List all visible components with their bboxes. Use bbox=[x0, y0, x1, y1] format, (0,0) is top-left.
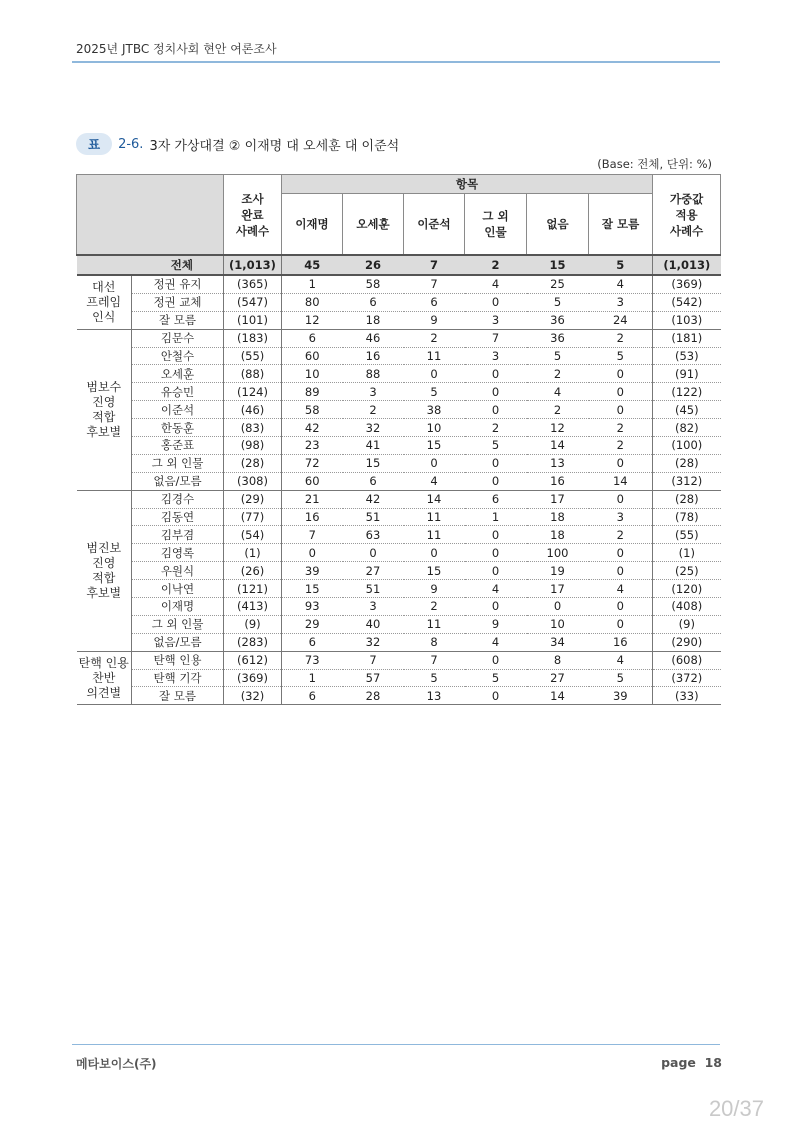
base-note: (Base: 전체, 단위: %) bbox=[597, 157, 712, 171]
table-row bbox=[77, 275, 721, 293]
table-row bbox=[77, 472, 721, 490]
row-label: 없음/모름 bbox=[132, 472, 224, 490]
row-weighted: (290) bbox=[653, 633, 721, 651]
row-value: 73 bbox=[282, 651, 343, 669]
row-value: 58 bbox=[343, 275, 404, 293]
row-value: 2 bbox=[589, 419, 653, 437]
footer-company: 메타보이스(주) bbox=[76, 1057, 157, 1071]
table-row bbox=[77, 365, 721, 383]
total-cases: (1,013) bbox=[224, 255, 282, 275]
row-value: 2 bbox=[343, 401, 404, 419]
total-value: 7 bbox=[404, 255, 465, 275]
table-title: 3자 가상대결 ② 이재명 대 오세훈 대 이준석 bbox=[149, 138, 400, 154]
row-label: 없음/모름 bbox=[132, 633, 224, 651]
row-weighted: (9) bbox=[653, 615, 721, 633]
row-value: 0 bbox=[527, 598, 589, 616]
row-value: 16 bbox=[589, 633, 653, 651]
row-value: 0 bbox=[465, 365, 527, 383]
row-value: 14 bbox=[404, 490, 465, 508]
row-value: 14 bbox=[527, 437, 589, 455]
row-value: 40 bbox=[343, 615, 404, 633]
row-value: 0 bbox=[589, 365, 653, 383]
row-value: 51 bbox=[343, 508, 404, 526]
total-value: 5 bbox=[589, 255, 653, 275]
row-value: 32 bbox=[343, 419, 404, 437]
header-col-none: 없음 bbox=[527, 194, 589, 256]
table-row bbox=[77, 508, 721, 526]
row-weighted: (369) bbox=[653, 275, 721, 293]
row-value: 2 bbox=[527, 365, 589, 383]
row-value: 9 bbox=[465, 615, 527, 633]
table-row bbox=[77, 687, 721, 705]
row-value: 3 bbox=[589, 508, 653, 526]
document-header-title: 2025년 JTBC 정치사회 현안 여론조사 bbox=[76, 42, 277, 56]
header-col-others: 그 외 인물 bbox=[465, 194, 527, 256]
header-items-group: 항목 bbox=[282, 175, 653, 194]
row-value: 5 bbox=[465, 669, 527, 687]
row-value: 25 bbox=[527, 275, 589, 293]
table-tag: 표 bbox=[76, 133, 112, 155]
table-row bbox=[77, 401, 721, 419]
row-value: 13 bbox=[404, 687, 465, 705]
row-cases: (124) bbox=[224, 383, 282, 401]
row-value: 0 bbox=[465, 687, 527, 705]
row-value: 10 bbox=[404, 419, 465, 437]
row-value: 4 bbox=[527, 383, 589, 401]
row-value: 5 bbox=[404, 669, 465, 687]
row-value: 5 bbox=[527, 347, 589, 365]
row-cases: (612) bbox=[224, 651, 282, 669]
row-label: 오세훈 bbox=[132, 365, 224, 383]
row-cases: (55) bbox=[224, 347, 282, 365]
row-value: 0 bbox=[465, 454, 527, 472]
row-value: 29 bbox=[282, 615, 343, 633]
row-value: 46 bbox=[343, 329, 404, 347]
total-value: 2 bbox=[465, 255, 527, 275]
row-value: 11 bbox=[404, 347, 465, 365]
row-value: 1 bbox=[282, 669, 343, 687]
table-row bbox=[77, 562, 721, 580]
row-value: 60 bbox=[282, 347, 343, 365]
row-value: 32 bbox=[343, 633, 404, 651]
row-value: 11 bbox=[404, 526, 465, 544]
table-row bbox=[77, 598, 721, 616]
header-col-dont-know: 잘 모름 bbox=[589, 194, 653, 256]
row-cases: (547) bbox=[224, 293, 282, 311]
row-value: 89 bbox=[282, 383, 343, 401]
row-value: 18 bbox=[527, 508, 589, 526]
row-value: 36 bbox=[527, 311, 589, 329]
row-value: 3 bbox=[343, 383, 404, 401]
row-value: 28 bbox=[343, 687, 404, 705]
row-value: 7 bbox=[343, 651, 404, 669]
table-row bbox=[77, 311, 721, 329]
row-value: 1 bbox=[282, 275, 343, 293]
table-row bbox=[77, 633, 721, 651]
row-value: 2 bbox=[589, 329, 653, 347]
row-value: 0 bbox=[589, 401, 653, 419]
row-cases: (54) bbox=[224, 526, 282, 544]
row-value: 7 bbox=[282, 526, 343, 544]
group-label: 대선 프레임 인식 bbox=[77, 275, 132, 329]
row-weighted: (181) bbox=[653, 329, 721, 347]
row-cases: (26) bbox=[224, 562, 282, 580]
row-value: 12 bbox=[527, 419, 589, 437]
row-label: 그 외 인물 bbox=[132, 454, 224, 472]
row-cases: (369) bbox=[224, 669, 282, 687]
row-value: 5 bbox=[527, 293, 589, 311]
row-value: 6 bbox=[282, 329, 343, 347]
row-value: 51 bbox=[343, 580, 404, 598]
row-value: 93 bbox=[282, 598, 343, 616]
header-cases: 조사 완료 사례수 bbox=[224, 175, 282, 256]
row-cases: (183) bbox=[224, 329, 282, 347]
row-cases: (365) bbox=[224, 275, 282, 293]
row-value: 4 bbox=[589, 580, 653, 598]
row-label: 탄핵 인용 bbox=[132, 651, 224, 669]
row-value: 18 bbox=[527, 526, 589, 544]
table-caption bbox=[76, 133, 399, 155]
row-weighted: (91) bbox=[653, 365, 721, 383]
row-value: 6 bbox=[404, 293, 465, 311]
header-col-lee-junseok: 이준석 bbox=[404, 194, 465, 256]
row-value: 17 bbox=[527, 580, 589, 598]
row-value: 58 bbox=[282, 401, 343, 419]
row-value: 2 bbox=[527, 401, 589, 419]
row-value: 39 bbox=[282, 562, 343, 580]
total-value: 45 bbox=[282, 255, 343, 275]
table-row bbox=[77, 454, 721, 472]
row-value: 6 bbox=[282, 687, 343, 705]
row-value: 5 bbox=[465, 437, 527, 455]
table-row bbox=[77, 437, 721, 455]
row-label: 이재명 bbox=[132, 598, 224, 616]
row-value: 80 bbox=[282, 293, 343, 311]
group-label: 탄핵 인용 찬반 의견별 bbox=[77, 651, 132, 705]
row-value: 2 bbox=[589, 526, 653, 544]
row-value: 0 bbox=[589, 544, 653, 562]
row-cases: (46) bbox=[224, 401, 282, 419]
row-label: 잘 모름 bbox=[132, 687, 224, 705]
row-value: 21 bbox=[282, 490, 343, 508]
row-cases: (88) bbox=[224, 365, 282, 383]
table-row bbox=[77, 329, 721, 347]
table-row bbox=[77, 490, 721, 508]
group-label: 범보수 진영 적합 후보별 bbox=[77, 329, 132, 490]
row-value: 0 bbox=[465, 401, 527, 419]
row-value: 4 bbox=[589, 651, 653, 669]
table-row bbox=[77, 544, 721, 562]
row-label: 김경수 bbox=[132, 490, 224, 508]
row-cases: (9) bbox=[224, 615, 282, 633]
row-label: 홍준표 bbox=[132, 437, 224, 455]
table-row bbox=[77, 383, 721, 401]
row-value: 2 bbox=[465, 419, 527, 437]
footer-page-label: page 18 bbox=[661, 1055, 722, 1070]
row-value: 27 bbox=[527, 669, 589, 687]
row-value: 41 bbox=[343, 437, 404, 455]
row-value: 24 bbox=[589, 311, 653, 329]
row-cases: (413) bbox=[224, 598, 282, 616]
row-weighted: (55) bbox=[653, 526, 721, 544]
table-row bbox=[77, 347, 721, 365]
row-value: 7 bbox=[404, 651, 465, 669]
row-value: 13 bbox=[527, 454, 589, 472]
row-cases: (1) bbox=[224, 544, 282, 562]
row-label: 안철수 bbox=[132, 347, 224, 365]
row-value: 0 bbox=[465, 472, 527, 490]
row-value: 0 bbox=[465, 293, 527, 311]
row-weighted: (1) bbox=[653, 544, 721, 562]
row-label: 우원식 bbox=[132, 562, 224, 580]
total-value: 15 bbox=[527, 255, 589, 275]
table-row bbox=[77, 615, 721, 633]
row-value: 42 bbox=[343, 490, 404, 508]
row-value: 1 bbox=[465, 508, 527, 526]
row-value: 9 bbox=[404, 580, 465, 598]
row-value: 16 bbox=[343, 347, 404, 365]
row-value: 72 bbox=[282, 454, 343, 472]
row-value: 4 bbox=[589, 275, 653, 293]
row-cases: (28) bbox=[224, 454, 282, 472]
header-col-oh-sehoon: 오세훈 bbox=[343, 194, 404, 256]
row-cases: (101) bbox=[224, 311, 282, 329]
row-value: 42 bbox=[282, 419, 343, 437]
row-value: 10 bbox=[282, 365, 343, 383]
row-value: 6 bbox=[465, 490, 527, 508]
row-value: 63 bbox=[343, 526, 404, 544]
page-counter: 20/37 bbox=[708, 1096, 764, 1121]
row-value: 16 bbox=[527, 472, 589, 490]
row-value: 12 bbox=[282, 311, 343, 329]
row-value: 0 bbox=[589, 615, 653, 633]
row-weighted: (78) bbox=[653, 508, 721, 526]
row-value: 34 bbox=[527, 633, 589, 651]
row-value: 4 bbox=[465, 633, 527, 651]
row-weighted: (312) bbox=[653, 472, 721, 490]
row-value: 3 bbox=[589, 293, 653, 311]
row-weighted: (45) bbox=[653, 401, 721, 419]
row-value: 15 bbox=[404, 562, 465, 580]
row-value: 23 bbox=[282, 437, 343, 455]
row-label: 이낙연 bbox=[132, 580, 224, 598]
row-cases: (308) bbox=[224, 472, 282, 490]
row-weighted: (28) bbox=[653, 454, 721, 472]
row-cases: (77) bbox=[224, 508, 282, 526]
row-value: 17 bbox=[527, 490, 589, 508]
row-weighted: (122) bbox=[653, 383, 721, 401]
row-weighted: (608) bbox=[653, 651, 721, 669]
row-value: 5 bbox=[589, 347, 653, 365]
row-value: 36 bbox=[527, 329, 589, 347]
row-label: 정권 교체 bbox=[132, 293, 224, 311]
table-row bbox=[77, 669, 721, 687]
row-value: 8 bbox=[527, 651, 589, 669]
row-value: 0 bbox=[465, 598, 527, 616]
row-cases: (283) bbox=[224, 633, 282, 651]
row-value: 18 bbox=[343, 311, 404, 329]
row-weighted: (120) bbox=[653, 580, 721, 598]
row-value: 14 bbox=[527, 687, 589, 705]
row-value: 2 bbox=[589, 437, 653, 455]
row-weighted: (103) bbox=[653, 311, 721, 329]
row-weighted: (100) bbox=[653, 437, 721, 455]
row-weighted: (28) bbox=[653, 490, 721, 508]
row-cases: (29) bbox=[224, 490, 282, 508]
table-row bbox=[77, 580, 721, 598]
row-value: 11 bbox=[404, 508, 465, 526]
table-row bbox=[77, 526, 721, 544]
row-value: 19 bbox=[527, 562, 589, 580]
row-value: 3 bbox=[465, 311, 527, 329]
table-row bbox=[77, 419, 721, 437]
row-label: 정권 유지 bbox=[132, 275, 224, 293]
row-value: 0 bbox=[465, 526, 527, 544]
total-weighted: (1,013) bbox=[653, 255, 721, 275]
row-value: 0 bbox=[589, 598, 653, 616]
row-value: 60 bbox=[282, 472, 343, 490]
row-weighted: (408) bbox=[653, 598, 721, 616]
row-value: 6 bbox=[343, 293, 404, 311]
row-value: 4 bbox=[404, 472, 465, 490]
header-weighted: 가중값 적용 사례수 bbox=[653, 175, 721, 256]
row-weighted: (33) bbox=[653, 687, 721, 705]
header-divider bbox=[72, 61, 720, 63]
row-value: 0 bbox=[589, 562, 653, 580]
row-weighted: (82) bbox=[653, 419, 721, 437]
row-value: 88 bbox=[343, 365, 404, 383]
row-value: 7 bbox=[465, 329, 527, 347]
row-label: 김영록 bbox=[132, 544, 224, 562]
row-value: 0 bbox=[589, 383, 653, 401]
row-value: 5 bbox=[404, 383, 465, 401]
row-value: 15 bbox=[343, 454, 404, 472]
table-number: 2-6. bbox=[118, 136, 144, 152]
row-value: 0 bbox=[465, 544, 527, 562]
row-value: 10 bbox=[527, 615, 589, 633]
row-value: 16 bbox=[282, 508, 343, 526]
row-value: 39 bbox=[589, 687, 653, 705]
total-value: 26 bbox=[343, 255, 404, 275]
row-cases: (98) bbox=[224, 437, 282, 455]
row-cases: (83) bbox=[224, 419, 282, 437]
row-cases: (121) bbox=[224, 580, 282, 598]
row-value: 0 bbox=[465, 651, 527, 669]
row-value: 6 bbox=[343, 472, 404, 490]
row-value: 0 bbox=[404, 544, 465, 562]
row-value: 14 bbox=[589, 472, 653, 490]
row-value: 0 bbox=[282, 544, 343, 562]
row-value: 0 bbox=[465, 383, 527, 401]
row-label: 탄핵 기각 bbox=[132, 669, 224, 687]
row-label: 한동훈 bbox=[132, 419, 224, 437]
row-value: 4 bbox=[465, 580, 527, 598]
row-value: 57 bbox=[343, 669, 404, 687]
row-value: 4 bbox=[465, 275, 527, 293]
row-value: 0 bbox=[404, 454, 465, 472]
row-value: 0 bbox=[589, 454, 653, 472]
row-value: 11 bbox=[404, 615, 465, 633]
table-row bbox=[77, 651, 721, 669]
row-weighted: (372) bbox=[653, 669, 721, 687]
group-label: 범진보 진영 적합 후보별 bbox=[77, 490, 132, 651]
row-value: 15 bbox=[404, 437, 465, 455]
row-value: 2 bbox=[404, 598, 465, 616]
row-label: 김문수 bbox=[132, 329, 224, 347]
row-value: 15 bbox=[282, 580, 343, 598]
row-value: 27 bbox=[343, 562, 404, 580]
header-col-lee-jaemyung: 이재명 bbox=[282, 194, 343, 256]
row-label: 잘 모름 bbox=[132, 311, 224, 329]
row-label: 김부겸 bbox=[132, 526, 224, 544]
footer-divider bbox=[72, 1044, 720, 1045]
row-value: 5 bbox=[589, 669, 653, 687]
row-label: 유승민 bbox=[132, 383, 224, 401]
survey-table bbox=[76, 174, 721, 705]
row-value: 0 bbox=[404, 365, 465, 383]
row-value: 2 bbox=[404, 329, 465, 347]
row-value: 38 bbox=[404, 401, 465, 419]
row-value: 7 bbox=[404, 275, 465, 293]
row-value: 100 bbox=[527, 544, 589, 562]
row-cases: (32) bbox=[224, 687, 282, 705]
table-row bbox=[77, 293, 721, 311]
row-value: 0 bbox=[589, 490, 653, 508]
row-value: 0 bbox=[343, 544, 404, 562]
row-label: 김동연 bbox=[132, 508, 224, 526]
row-value: 3 bbox=[343, 598, 404, 616]
row-label: 그 외 인물 bbox=[132, 615, 224, 633]
total-row bbox=[77, 255, 721, 275]
header-corner bbox=[77, 175, 224, 256]
row-value: 9 bbox=[404, 311, 465, 329]
row-weighted: (53) bbox=[653, 347, 721, 365]
total-label: 전체 bbox=[77, 255, 224, 275]
row-value: 6 bbox=[282, 633, 343, 651]
row-value: 0 bbox=[465, 562, 527, 580]
row-label: 이준석 bbox=[132, 401, 224, 419]
row-value: 3 bbox=[465, 347, 527, 365]
row-weighted: (542) bbox=[653, 293, 721, 311]
row-value: 8 bbox=[404, 633, 465, 651]
row-weighted: (25) bbox=[653, 562, 721, 580]
